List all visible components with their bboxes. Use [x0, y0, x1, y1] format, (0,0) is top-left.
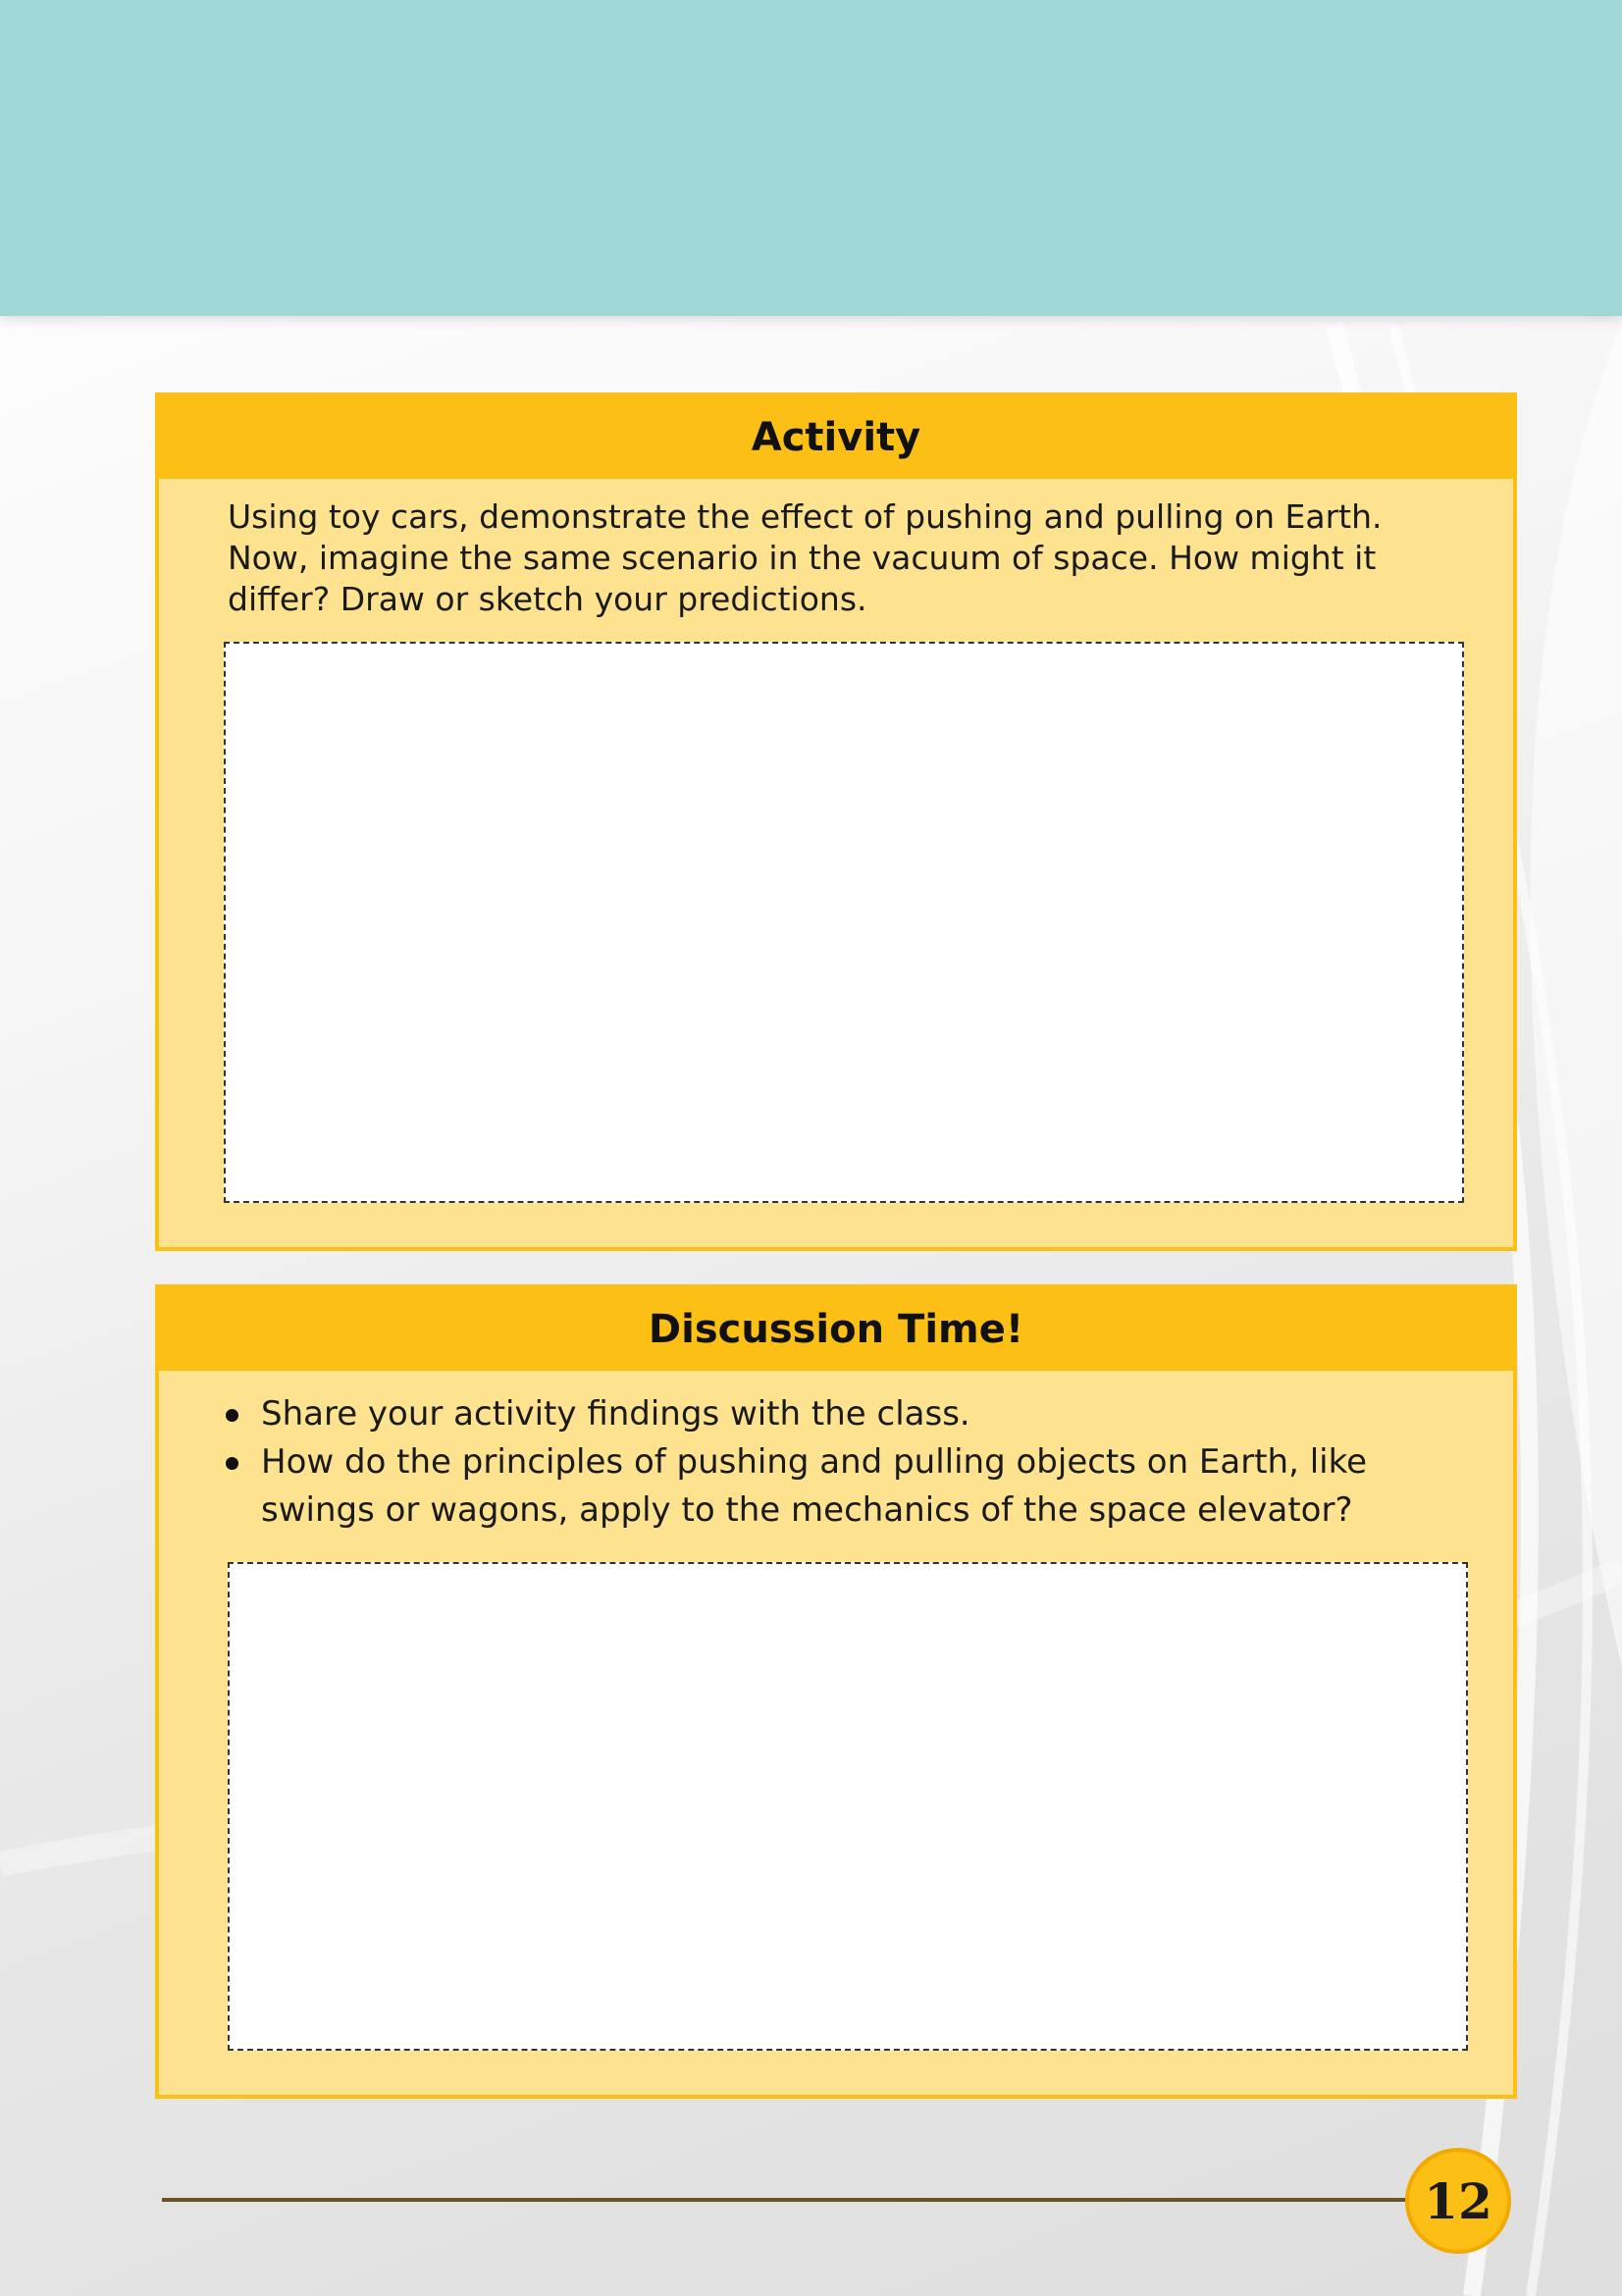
- activity-instructions: Using toy cars, demonstrate the effect of pushing and pulling on Earth. Now, imagine the same scenario in the vacuum of space. How might it differ? Draw or sketch your predictions.: [228, 497, 1383, 618]
- discussion-title: Discussion Time!: [159, 1288, 1513, 1371]
- discussion-writing-area[interactable]: [228, 1562, 1468, 2051]
- header-band: [0, 0, 1622, 316]
- activity-drawing-area[interactable]: [224, 642, 1464, 1203]
- footer-divider: [162, 2198, 1408, 2202]
- discussion-panel: [155, 1284, 1517, 2099]
- bullet-icon: [226, 1457, 238, 1470]
- activity-panel: [155, 392, 1517, 1251]
- list-item: [224, 1390, 1454, 1438]
- discussion-questions: [224, 1390, 1454, 1535]
- activity-title: Activity: [159, 396, 1513, 479]
- list-item: [224, 1438, 1454, 1535]
- list-item-text: Share your activity findings with the class.: [261, 1394, 970, 1434]
- page-number: 12: [1405, 2148, 1511, 2254]
- bullet-icon: [226, 1409, 238, 1422]
- list-item-text: How do the principles of pushing and pulling objects on Earth, like swings or wagons, apply to the mechanics of the space elevator?: [261, 1442, 1368, 1530]
